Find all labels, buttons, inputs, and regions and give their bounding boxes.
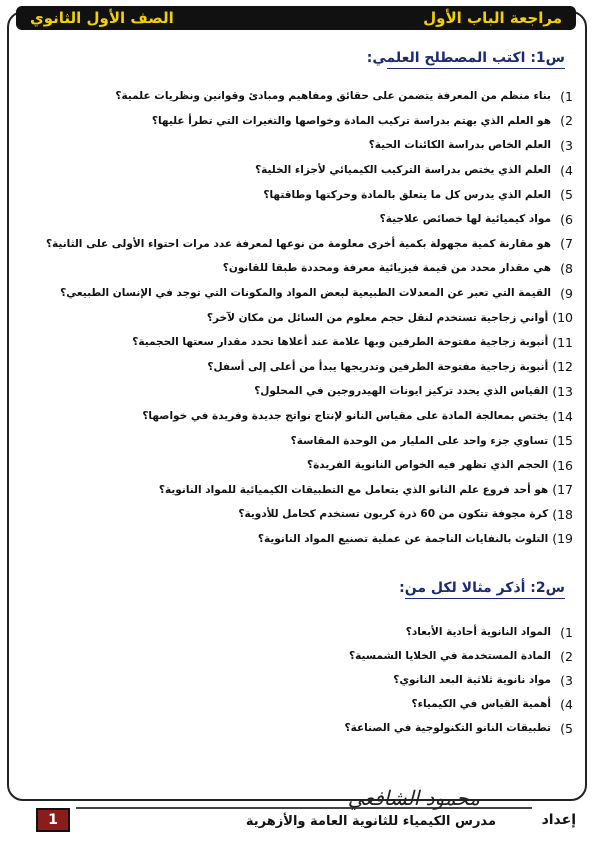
question-1-item-number: 12) <box>552 359 573 375</box>
question-1-item <box>33 182 573 207</box>
question-2-item-number: 2) <box>560 648 573 664</box>
question-1-item-number: 3) <box>560 137 573 153</box>
question-1-item <box>33 404 573 429</box>
question-1-item-number: 5) <box>560 187 573 203</box>
question-1-item <box>33 84 573 109</box>
question-1-item <box>33 133 573 158</box>
question-2-item-text: المادة المستخدمة في الخلايا الشمسية؟ <box>349 650 551 662</box>
question-1-item-text: أنبوبة زجاجية مفتوحة الطرفين وبها علامة عند أعلاها تحدد مقدار سعتها الحجمية؟ <box>132 336 549 349</box>
question-1-item <box>33 330 573 355</box>
question-1-item <box>33 109 573 134</box>
question-1-title: س1: اكتب المصطلح العلمي: <box>366 50 565 66</box>
page-number-badge: 1 <box>36 808 70 832</box>
question-2-item <box>33 716 573 740</box>
author-signature: محمود الشافعي <box>347 786 480 810</box>
question-1-item-number: 16) <box>552 457 573 473</box>
question-1-item <box>33 281 573 306</box>
question-1-item-text: التلوث بالنفايات الناجمة عن عملية تصنيع المواد النانوية؟ <box>257 532 549 545</box>
chapter-review-title: مراجعة الباب الأول <box>423 9 562 27</box>
question-1-item-number: 14) <box>552 408 573 424</box>
question-1-item <box>33 232 573 257</box>
question-1-item-text: تساوي جزء واحد على المليار من الوحدة المقاسة؟ <box>290 434 549 447</box>
question-1-item-number: 15) <box>552 433 573 449</box>
question-1-item-number: 11) <box>552 334 573 350</box>
header-banner <box>16 6 576 30</box>
question-1-item-number: 6) <box>560 211 573 227</box>
question-1-item-text: القيمة التي تعبر عن المعدلات الطبيعية لبعض المواد والمكونات التي توجد في الإنسان الطبيعي؟ <box>60 287 551 300</box>
question-1-item-text: هو العلم الذي يهتم بدراسة تركيب المادة وخواصها والتغيرات التي تطرأ عليها؟ <box>151 114 551 127</box>
question-1-item-number: 8) <box>560 260 573 276</box>
question-2-item-number: 5) <box>560 720 573 736</box>
question-1-item-text: القياس الذي يحدد تركيز ايونات الهيدروجين في المحلول؟ <box>254 385 549 398</box>
question-1-item-text: العلم الذي يدرس كل ما يتعلق بالمادة وحركتها وطاقتها؟ <box>263 188 551 201</box>
question-1-item-number: 7) <box>560 236 573 252</box>
question-1-item <box>33 305 573 330</box>
prepared-by-label: إعداد <box>541 812 576 828</box>
question-2-item <box>33 668 573 692</box>
teacher-description: مدرس الكيمياء للثانوية العامة والأزهرية <box>245 814 496 829</box>
grade-label: الصف الأول الثانوي <box>30 9 174 27</box>
question-2-underline <box>405 598 565 599</box>
question-2-item-number: 3) <box>560 672 573 688</box>
question-1-item-number: 9) <box>560 285 573 301</box>
question-1-item-text: بناء منظم من المعرفة يتضمن على حقائق ومفاهيم ومبادئ وقوانين ونظريات علمية؟ <box>115 90 551 103</box>
question-1-item-text: العلم الذي يختص بدراسة التركيب الكيميائي لأجزاء الخلية؟ <box>255 164 551 177</box>
question-2-item-text: أهمية القياس في الكيمياء؟ <box>411 698 551 710</box>
question-1-item <box>33 428 573 453</box>
question-1-item-text: أنبوبة زجاجية مفتوحة الطرفين وتدريجها يبدأ من أعلى إلى أسفل؟ <box>207 360 549 373</box>
question-1-item-text: يختص بمعالجة المادة على مقياس النانو لإنتاج نواتج جديدة وفريدة في خواصها؟ <box>142 410 549 423</box>
question-1-underline <box>387 68 565 69</box>
question-1-item-text: كرة مجوفة تتكون من 60 ذرة كربون تستخدم كحامل للأدوية؟ <box>238 508 549 521</box>
question-1-item-number: 10) <box>552 310 573 326</box>
question-1-item <box>33 158 573 183</box>
question-1-item <box>33 379 573 404</box>
question-2-list <box>33 620 573 740</box>
question-2-item <box>33 692 573 716</box>
question-1-item <box>33 478 573 503</box>
question-2-item-number: 1) <box>560 624 573 640</box>
question-2-item-text: المواد النانوية أحادية الأبعاد؟ <box>405 626 551 638</box>
question-1-item <box>33 256 573 281</box>
question-2-item-number: 4) <box>560 696 573 712</box>
question-1-item-text: أواني زجاجية تستخدم لنقل حجم معلوم من السائل من مكان لآخر؟ <box>206 311 549 324</box>
question-1-item-number: 19) <box>552 531 573 547</box>
footer <box>16 786 576 834</box>
question-1-item <box>33 527 573 552</box>
question-1-item-number: 1) <box>560 88 573 104</box>
question-1-item-number: 18) <box>552 506 573 522</box>
question-1-item-number: 4) <box>560 162 573 178</box>
question-1-item-text: هو مقارنة كمية مجهولة بكمية أخرى معلومة من نوعها لمعرفة عدد مرات احتواء الأولى على الثانية؟ <box>45 237 551 250</box>
question-1-item <box>33 207 573 232</box>
question-1-item-number: 13) <box>552 383 573 399</box>
question-1-item-text: العلم الخاص بدراسة الكائنات الحية؟ <box>368 139 551 152</box>
question-1-item-text: هو أحد فروع علم النانو الذي يتعامل مع التطبيقات الكيميائية للمواد النانوية؟ <box>158 483 549 496</box>
question-2-item-text: تطبيقات النانو التكنولوجية في الصناعة؟ <box>344 722 551 734</box>
question-2-title: س2: أذكر مثالا لكل من: <box>399 580 565 596</box>
question-1-item-text: مواد كيميائية لها خصائص علاجية؟ <box>379 213 551 226</box>
question-1-item <box>33 502 573 527</box>
question-1-item <box>33 355 573 380</box>
question-2-item <box>33 644 573 668</box>
question-1-item-number: 17) <box>552 482 573 498</box>
question-1-item <box>33 453 573 478</box>
question-2-item-text: مواد نانوية ثلاثية البعد النانوي؟ <box>393 674 551 686</box>
question-1-item-text: هي مقدار محدد من قيمة فيزيائية معرفة ومحددة طبقا للقانون؟ <box>222 262 551 275</box>
question-1-item-text: الحجم الذي تظهر فيه الخواص النانوية الفريدة؟ <box>307 459 549 472</box>
question-2-item <box>33 620 573 644</box>
question-1-list <box>33 84 573 551</box>
question-1-item-number: 2) <box>560 113 573 129</box>
